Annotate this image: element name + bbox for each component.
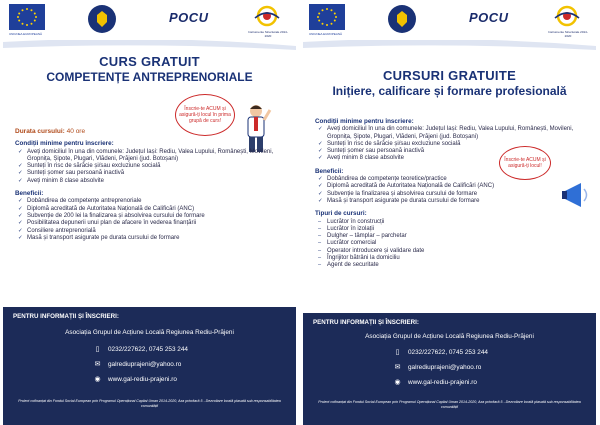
- list-item: ✓ Masă și transport asigurate pe durata cursului de formare: [315, 198, 587, 205]
- list-item: – Îngrijitor bătrâni la domiciliu: [315, 255, 587, 262]
- organization-name: Asociația Grupul de Acțiune Locală Regiunea Rediu-Prăjeni: [365, 333, 534, 340]
- pocu-logo: POCU: [469, 10, 509, 25]
- email-row: [93, 360, 181, 368]
- list-item: ✓ Dobândirea de competențe antreprenoriale: [15, 198, 287, 205]
- left-content: [15, 128, 287, 242]
- eu-flag-icon: [9, 4, 45, 30]
- organization-name: Asociația Grupul de Acțiune Locală Regiunea Rediu-Prăjeni: [65, 329, 234, 336]
- list-item: ✓ Aveți minim 8 clase absolvite: [315, 155, 587, 162]
- duration-label: Durata cursului:: [15, 128, 65, 135]
- logo-bar: [3, 4, 296, 40]
- web-row: [393, 378, 477, 386]
- footer: [303, 313, 596, 425]
- list-item: ✓ Sunteți șomer sau persoană inactivă: [15, 170, 287, 177]
- eu-caption: UNIUNEA EUROPEANĂ: [9, 32, 43, 36]
- email-link[interactable]: galrediuprajeni@yahoo.ro: [108, 360, 182, 368]
- list-item: ✓ Diplomă acreditată de Autoritatea Națională de Calificări (ANC): [15, 206, 287, 213]
- government-crest-icon: [387, 4, 417, 34]
- title-line-2: COMPETENȚE ANTREPRENORIALE: [46, 70, 253, 84]
- list-item: ✓ Sunteți șomer sau persoană inactivă: [315, 148, 587, 155]
- title-line-2: Inițiere, calificare și formare profesională: [332, 84, 567, 98]
- benefits-list: [15, 198, 287, 242]
- title-block: [303, 68, 596, 98]
- course-types-list: [315, 219, 587, 270]
- duration-value: 40 ore: [66, 128, 86, 135]
- benefits-heading: Beneficii:: [15, 190, 44, 198]
- title-line-1: CURSURI GRATUITE: [382, 68, 517, 83]
- list-item: ✓ Subvenție la finalizarea și absolvirea cursului de formare: [315, 191, 587, 198]
- list-item: ✓ Masă și transport asigurate pe durata cursului de formare: [15, 235, 287, 242]
- list-item: ✓ Diplomă acreditată de Autoritatea Națională de Calificări (ANC): [315, 183, 587, 190]
- list-item: – Operator introducere și validare date: [315, 248, 587, 255]
- signup-bubble: Înscrie-te ACUM și asigură-ți locul!: [499, 146, 551, 180]
- title-line-1: CURS GRATUIT: [99, 54, 200, 69]
- envelope-icon: ✉: [394, 364, 401, 371]
- list-item: ✓ Sunteți în risc de sărăcie și/sau excluziune socială: [315, 141, 587, 148]
- eu-flag-icon: [309, 4, 345, 30]
- envelope-icon: ✉: [94, 361, 101, 368]
- list-item: – Lucrător comercial: [315, 240, 587, 247]
- website-link[interactable]: www.gal-rediu-prajeni.ro: [108, 375, 177, 383]
- list-item: ✓ Aveți minim 8 clase absolvite: [15, 178, 287, 185]
- list-item: ✓ Dobândirea de competențe teoretice/practice: [315, 176, 587, 183]
- phone-icon: ▯: [95, 346, 100, 353]
- phone-icon: ▯: [395, 349, 400, 356]
- list-item: – Dulgher – tâmplar – parchetar: [315, 233, 587, 240]
- phone-row: [93, 345, 188, 353]
- conditions-heading: Condiții minime pentru înscriere:: [315, 118, 414, 125]
- structural-instruments-caption: Instrumente Structurale 2014-2020: [548, 30, 588, 38]
- list-item: ✓ Posibilitatea depunerii unui plan de afacere în vederea finanțării: [15, 220, 287, 227]
- duration: [15, 128, 287, 135]
- pocu-logo: POCU: [169, 10, 209, 25]
- list-item: ✓ Aveți domiciliul în una din comunele: Județul Iași: Rediu, Valea Lupului, Românești, Movileni, Gropnița, Șipote, Plugari, Vlădeni, Prăjeni (jud. Botoșani): [15, 149, 287, 164]
- conditions-list: [315, 126, 587, 162]
- phone-number[interactable]: 0232/227622, 0745 253 244: [408, 348, 488, 356]
- footer-heading: PENTRU INFORMAȚII ȘI ÎNSCRIERI:: [13, 313, 119, 320]
- benefits-list: [315, 176, 587, 205]
- list-item: ✓ Sunteți în risc de sărăcie și/sau excluziune socială: [15, 163, 287, 170]
- signup-bubble: Înscrie-te ACUM și asigură-ți locul în prima grupă de curs!: [175, 94, 235, 136]
- phone-row: [393, 348, 488, 356]
- email-row: [393, 363, 481, 371]
- phone-number[interactable]: 0232/227622, 0745 253 244: [108, 345, 188, 353]
- globe-icon: ◉: [94, 376, 101, 383]
- logo-bar: [303, 4, 596, 40]
- cofinancing-note: Proiect cofinanțat din Fondul Social European prin Programul Operațional Capital Uman 2014-2020, Axa prioritară 5 - Dezvoltare locală plasată sub responsabilitatea comunității: [318, 400, 581, 409]
- footer: [3, 307, 296, 425]
- flyer-right: [303, 0, 596, 425]
- globe-icon: ◉: [394, 379, 401, 386]
- list-item: ✓ Consiliere antreprenorială: [15, 228, 287, 235]
- right-content: [315, 113, 587, 270]
- conditions-heading: Condiții minime pentru înscriere:: [15, 140, 114, 148]
- website-link[interactable]: www.gal-rediu-prajeni.ro: [408, 378, 477, 386]
- conditions-list: [15, 149, 287, 185]
- list-item: ✓ Aveți domiciliul în una din comunele: Județul Iași: Rediu, Valea Lupului, Românești, Movileni, Gropnița, Șipote, Plugari, Vlădeni, Prăjeni (jud. Botoșani): [315, 126, 587, 141]
- government-crest-icon: [87, 4, 117, 34]
- flyer-left: [3, 0, 296, 425]
- email-link[interactable]: galrediuprajeni@yahoo.ro: [408, 363, 482, 371]
- footer-heading: PENTRU INFORMAȚII ȘI ÎNSCRIERI:: [313, 319, 419, 326]
- eu-caption: UNIUNEA EUROPEANĂ: [309, 32, 343, 36]
- course-types-heading: Tipuri de cursuri:: [315, 210, 367, 218]
- list-item: – Lucrător în izolații: [315, 226, 587, 233]
- list-item: – Agent de securitate: [315, 262, 587, 269]
- structural-instruments-caption: Instrumente Structurale 2014-2020: [248, 30, 288, 38]
- web-row: [93, 375, 177, 383]
- title-block: [3, 54, 296, 84]
- benefits-heading: Beneficii:: [315, 167, 344, 175]
- list-item: – Lucrător în construcții: [315, 219, 587, 226]
- list-item: ✓ Subvenție de 200 lei la finalizarea și absolvirea cursului de formare: [15, 213, 287, 220]
- cofinancing-note: Proiect cofinanțat din Fondul Social European prin Programul Operațional Capital Uman 2014-2020, Axa prioritară 5 - Dezvoltare locală plasată sub responsabilitatea comunității: [18, 399, 281, 408]
